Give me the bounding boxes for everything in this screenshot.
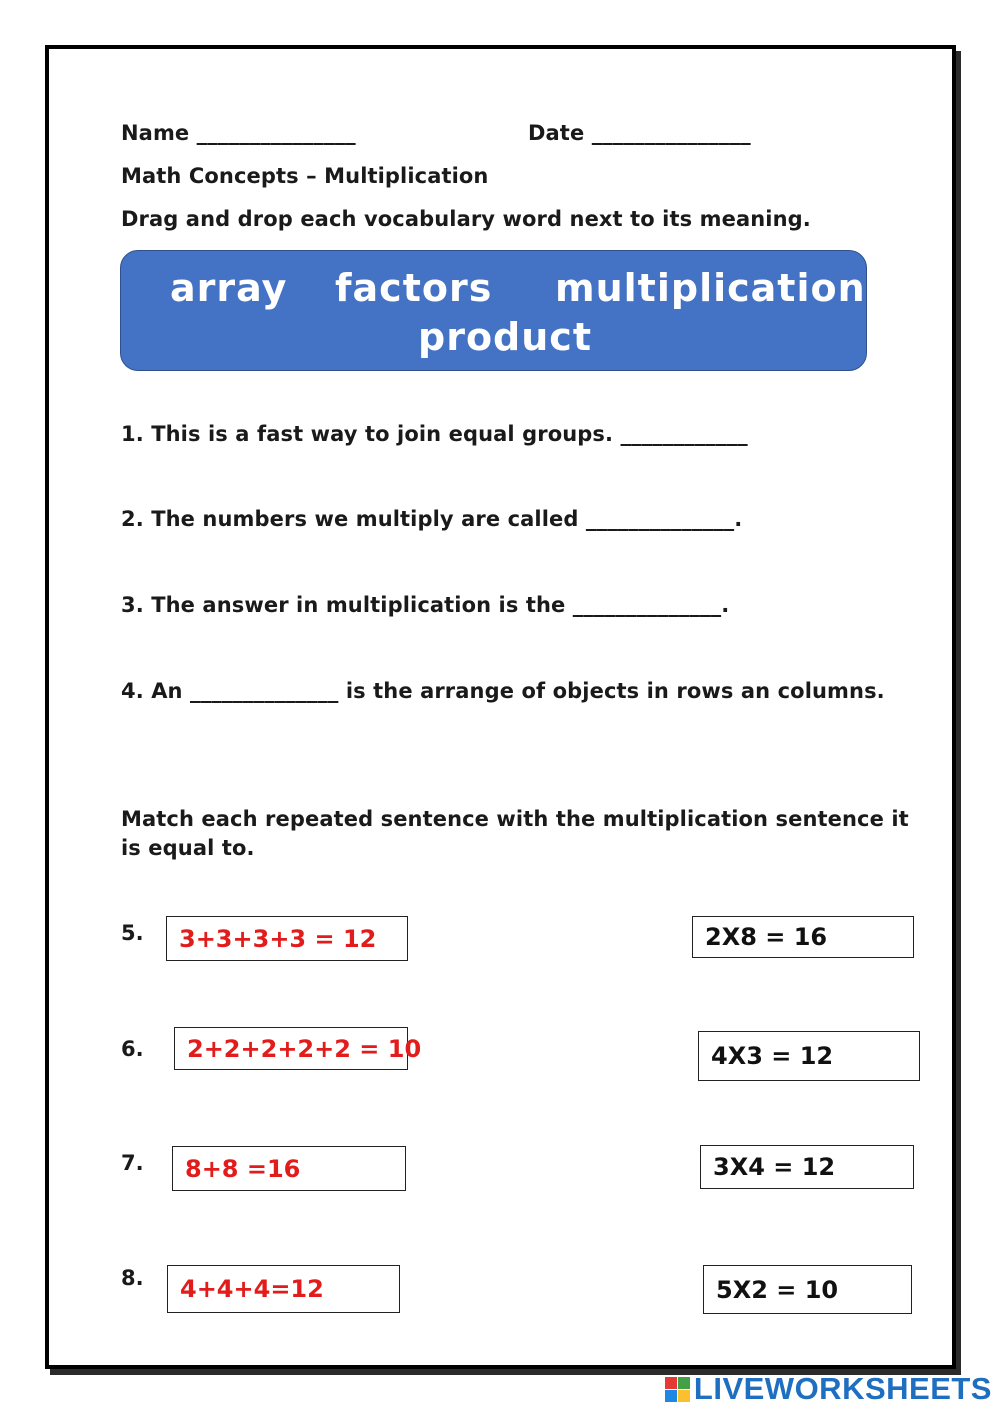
multiplication-box-b[interactable] [698,1031,920,1081]
repeated-addition-box-7[interactable] [172,1146,406,1191]
repeated-addition-text: 4+4+4=12 [180,1275,324,1303]
question-2[interactable]: 2. The numbers we multiply are called ______________. [121,507,743,531]
multiplication-text: 4X3 = 12 [711,1042,834,1070]
repeated-addition-text: 2+2+2+2+2 = 10 [187,1034,422,1063]
item-number-8: 8. [121,1266,144,1290]
multiplication-text: 2X8 = 16 [705,923,828,951]
brand-name: LIVEWORKSHEETS [693,1371,992,1406]
repeated-addition-box-5[interactable] [166,916,408,961]
matching-instruction-line2: is equal to. [121,836,255,860]
question-1[interactable]: 1. This is a fast way to join equal groups. ____________ [121,422,748,446]
word-bank-item-product[interactable]: product [418,315,592,359]
repeated-addition-box-6[interactable] [174,1027,422,1070]
multiplication-text: 5X2 = 10 [716,1275,839,1304]
matching-instruction-line1: Match each repeated sentence with the multiplication sentence it [121,807,909,831]
worksheet-subtitle: Math Concepts – Multiplication [121,164,489,188]
word-bank-item-array[interactable]: array [170,266,288,310]
drag-drop-instruction: Drag and drop each vocabulary word next to its meaning. [121,207,811,231]
multiplication-box-c[interactable] [700,1145,914,1189]
multiplication-text: 3X4 = 12 [713,1153,836,1181]
repeated-addition-text: 8+8 =16 [185,1154,301,1183]
repeated-addition-text: 3+3+3+3 = 12 [179,924,377,953]
word-bank-item-factors[interactable]: factors [335,266,493,310]
liveworksheets-logo-icon [665,1377,690,1402]
name-field-label[interactable]: Name _______________ [121,121,356,145]
multiplication-box-a[interactable] [692,916,914,958]
liveworksheets-brand[interactable] [665,1371,992,1407]
item-number-6: 6. [121,1037,144,1061]
item-number-7: 7. [121,1151,144,1175]
item-number-5: 5. [121,921,144,945]
question-3[interactable]: 3. The answer in multiplication is the ______________. [121,593,730,617]
multiplication-box-d[interactable] [703,1265,912,1314]
repeated-addition-box-8[interactable] [167,1265,400,1313]
word-bank-item-multiplication[interactable]: multiplication [555,266,866,310]
question-4[interactable]: 4. An ______________ is the arrange of objects in rows an columns. [121,679,885,703]
date-field-label[interactable]: Date _______________ [528,121,751,145]
